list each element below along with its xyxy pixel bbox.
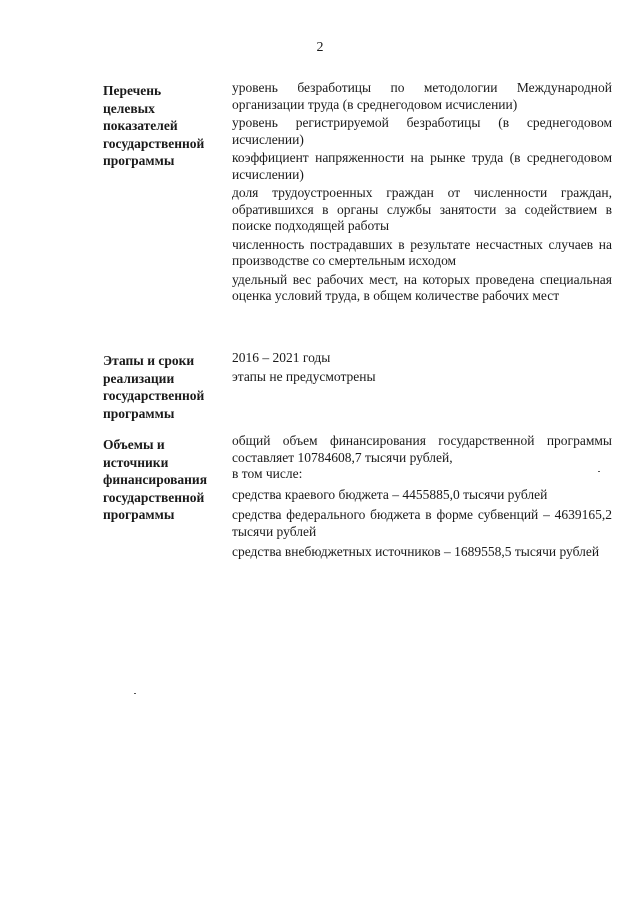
label-line: целевых (103, 100, 155, 116)
label-line: реализации (103, 370, 175, 386)
indicator-item: численность пострадавших в результате несчастных случаев на производстве со смертельным исходом (232, 236, 612, 268)
label-line: государственной (103, 135, 205, 151)
section-content (232, 350, 612, 387)
label-line: Перечень (103, 83, 162, 98)
funding-item: в том числе: (232, 466, 303, 481)
label-line: программы (103, 153, 175, 168)
indicator-item: коэффициент напряженности на рынке труда (в среднегодовом исчислении) (232, 150, 612, 182)
funding-item: средства внебюджетных источников – 1689558,5 тысячи рублей (232, 544, 600, 559)
term-item: 2016 – 2021 годы (232, 350, 331, 365)
label-line: финансирования (103, 472, 208, 487)
indicator-item: уровень регистрируемой безработицы (в среднегодовом исчислении) (232, 115, 612, 147)
section-label (103, 82, 221, 170)
page-number: 2 (316, 40, 324, 55)
label-line: показателей (103, 118, 178, 133)
label-line: программы (103, 507, 175, 522)
section-content (232, 433, 612, 565)
funding-item: общий объем финансирования государственной программы составляет 10784608,7 тысячи рублей, (232, 433, 612, 465)
term-item: этапы не предусмотрены (232, 368, 376, 384)
section-label (103, 352, 221, 422)
label-line: источники (103, 454, 169, 470)
label-line: государственной (103, 489, 205, 505)
section-label (103, 436, 221, 524)
section-content (232, 80, 612, 307)
scan-speck (598, 471, 600, 472)
label-line: государственной (103, 388, 205, 403)
indicator-item: уровень безработицы по методологии Международной организации труда (в среднегодовом исчислении) (232, 80, 612, 112)
funding-item: средства федерального бюджета в форме субвенций – 4639165,2 тысячи рублей (232, 507, 612, 539)
indicator-item: доля трудоустроенных граждан от численности граждан, обратившихся в органы службы занятости за содействием в поиске подходящей работы (232, 185, 612, 233)
label-line: Этапы и сроки (103, 353, 195, 368)
label-line: программы (103, 405, 175, 421)
label-line: Объемы и (103, 437, 165, 452)
funding-item: средства краевого бюджета – 4455885,0 тысячи рублей (232, 486, 548, 502)
scan-speck (134, 693, 136, 694)
indicator-item: удельный вес рабочих мест, на которых проведена специальная оценка условий труда, в общем количестве рабочих мест (232, 271, 612, 303)
